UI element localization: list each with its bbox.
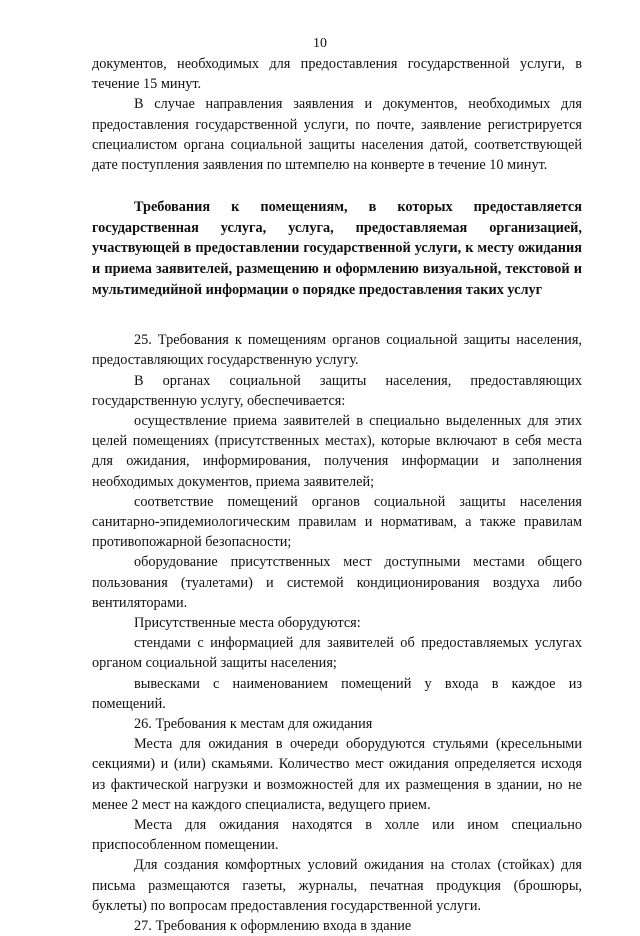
page-number: 10 [313, 36, 327, 51]
paragraph: соответствие помещений органов социальной защиты населения санитарно-эпидемиологическим правилам и нормативам, а также правилам противопожарной безопасности; [92, 493, 582, 551]
paragraph: 26. Требования к местам для ожидания [134, 716, 373, 733]
paragraph: Места для ожидания находятся в холле или ином специально приспособленном помещении. [92, 817, 582, 854]
paragraph: Места для ожидания в очереди оборудуются стульями (кресельными секциями) и (или) скамьями. Количество мест ожидания определяется исходя из фактической нагрузки и возможностей для их размещения в здании, но не менее 2 мест на каждого специалиста, ведущего прием. [92, 736, 582, 813]
paragraph: В случае направления заявления и документов, необходимых для предоставления государственной услуги, по почте, заявление регистрируется специалистом органа социальной защиты населения датой, соответствующей дате поступления заявления по штемпелю на конверте в течение 10 минут. [92, 96, 582, 174]
paragraph: В органах социальной защиты населения, предоставляющих государственную услугу, обеспечивается: [92, 372, 582, 409]
paragraph: Для создания комфортных условий ожидания на столах (стойках) для письма размещаются газеты, журналы, печатная продукция (брошюры, буклеты) по вопросам предоставления государственной услуги. [92, 857, 582, 914]
paragraph: документов, необходимых для предоставления государственной услуги, в течение 15 минут. [92, 56, 582, 93]
paragraph: 27. Требования к оформлению входа в здание [134, 918, 412, 935]
document-body [92, 54, 582, 936]
paragraph: Присутственные места оборудуются: [134, 615, 361, 632]
section-heading: Требования к помещениям, в которых предоставляется государственная услуга, услуга, предоставляемая организацией, участвующей в предоставлении государственной услуги, к месту ожидания и приема заявителей, размещению и оформлению визуальной, текстовой и мультимедийной информации о порядке предоставления таких услуг [92, 199, 582, 298]
paragraph: оборудование присутственных мест доступными местами общего пользования (туалетами) и системой кондиционирования воздуха либо вентиляторами. [92, 554, 582, 611]
paragraph: вывесками с наименованием помещений у входа в каждое из помещений. [92, 675, 582, 712]
paragraph: стендами с информацией для заявителей об предоставляемых услугах органом социальной защиты населения; [92, 635, 582, 672]
paragraph: 25. Требования к помещениям органов социальной защиты населения, предоставляющих государственную услугу. [92, 332, 582, 369]
paragraph: осуществление приема заявителей в специально выделенных для этих целей помещениях (присутственных местах), которые включают в себя места для ожидания, информирования, получения информации и заполнения необходимых документов, приема заявителей; [92, 413, 582, 490]
